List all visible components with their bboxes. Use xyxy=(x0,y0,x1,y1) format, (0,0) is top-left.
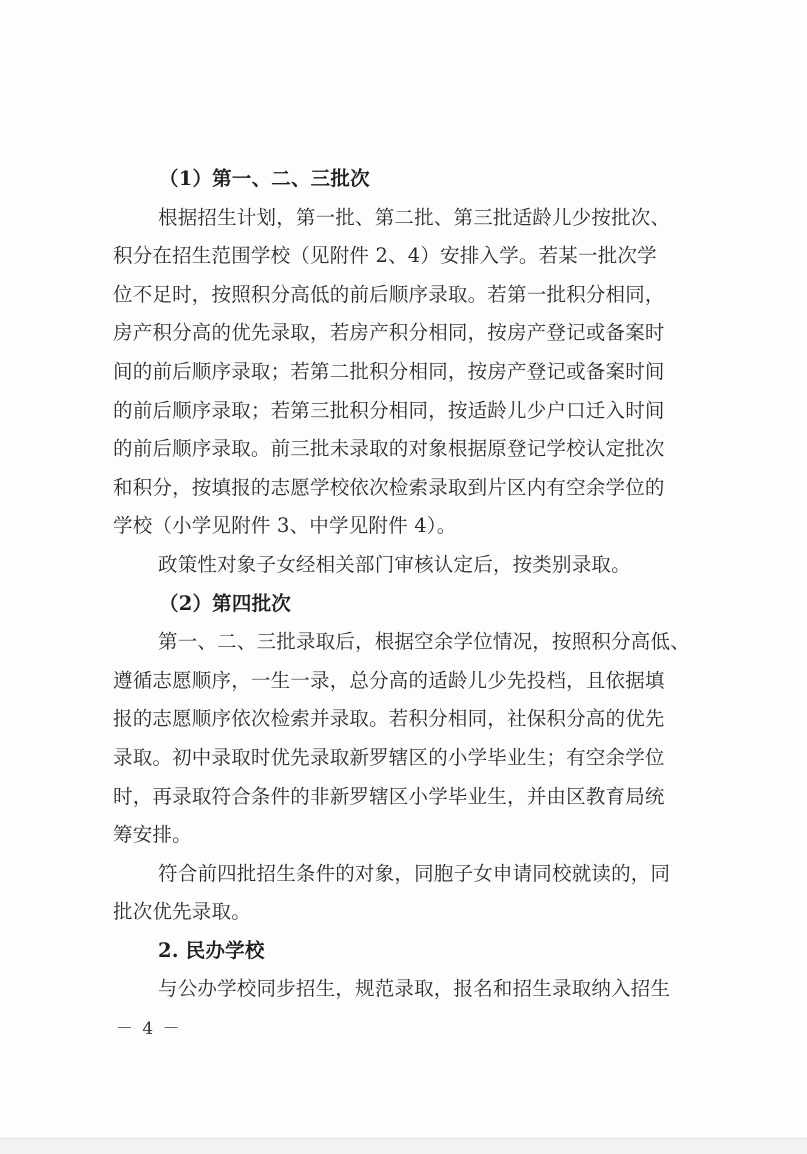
paragraph-line: 遵循志愿顺序，一生一录，总分高的适龄儿少先投档，且依据填 xyxy=(113,668,665,692)
page-number: － 4 － xyxy=(116,1019,182,1039)
paragraph-line: 根据招生计划，第一批、第二批、第三批适龄儿少按批次、 xyxy=(158,205,671,229)
paragraph-line: 间的前后顺序录取；若第二批积分相同，按房产登记或备案时间 xyxy=(113,359,665,383)
paragraph-line: 政策性对象子女经相关部门审核认定后，按类别录取。 xyxy=(158,552,631,576)
paragraph-line: 积分在招生范围学校（见附件 2、4）安排入学。若某一批次学 xyxy=(113,244,657,268)
paragraph-line: 的前后顺序录取。前三批未录取的对象根据原登记学校认定批次 xyxy=(113,437,665,461)
section-heading-private-schools: 2. 民办学校 xyxy=(158,938,265,962)
paragraph-line: 房产积分高的优先录取，若房产积分相同，按房产登记或备案时 xyxy=(113,321,665,345)
paragraph-line: 时，再录取符合条件的非新罗辖区小学毕业生，并由区教育局统 xyxy=(113,784,665,808)
paragraph-line: 批次优先录取。 xyxy=(113,900,251,924)
section-heading-batch-1-3: （1）第一、二、三批次 xyxy=(159,167,370,190)
page-bottom-edge xyxy=(0,1138,807,1154)
paragraph-line: 和积分，按填报的志愿学校依次检索录取到片区内有空余学位的 xyxy=(113,475,665,499)
paragraph-line: 筹安排。 xyxy=(113,823,192,847)
paragraph-line: 与公办学校同步招生，规范录取，报名和招生录取纳入招生 xyxy=(158,977,671,1001)
paragraph-line: 的前后顺序录取；若第三批积分相同，按适龄儿少户口迁入时间 xyxy=(113,398,665,422)
paragraph-line: 学校（小学见附件 3、中学见附件 4）。 xyxy=(113,514,457,538)
paragraph-line: 第一、二、三批录取后，根据空余学位情况，按照积分高低、 xyxy=(158,630,690,654)
paragraph-line: 录取。初中录取时优先录取新罗辖区的小学毕业生；有空余学位 xyxy=(113,745,665,769)
section-heading-batch-4: （2）第四批次 xyxy=(159,591,291,615)
paragraph-line: 位不足时，按照积分高低的前后顺序录取。若第一批积分相同， xyxy=(113,282,665,306)
paragraph-line: 符合前四批招生条件的对象，同胞子女申请同校就读的，同 xyxy=(158,861,671,885)
paragraph-line: 报的志愿顺序依次检索并录取。若积分相同，社保积分高的优先 xyxy=(113,707,665,731)
document-body xyxy=(113,160,713,1009)
